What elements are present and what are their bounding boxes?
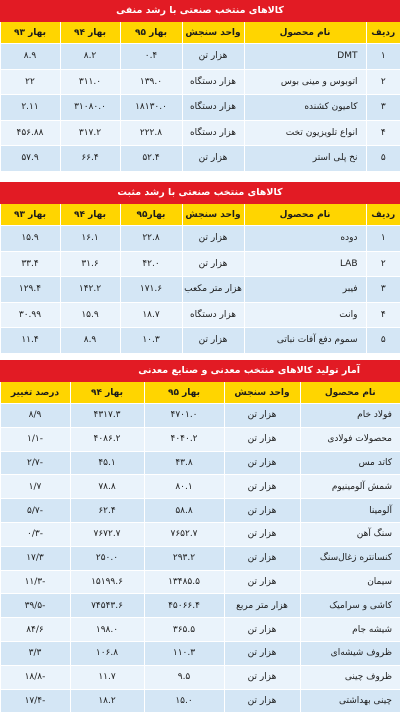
table-cell: ۱۹۸.۰ bbox=[70, 618, 144, 642]
table-cell: شیشه جام bbox=[300, 618, 400, 642]
table-row bbox=[0, 689, 400, 712]
table-cell: ۳۱۱.۰ bbox=[60, 69, 120, 95]
table-row bbox=[0, 475, 400, 499]
negative-growth-table bbox=[0, 22, 400, 171]
table-header-row bbox=[0, 22, 400, 44]
table-cell: ۱۸.۲ bbox=[70, 689, 144, 712]
table-cell: ۸.۹ bbox=[0, 44, 60, 70]
table-cell: هزار تن bbox=[182, 146, 244, 171]
table-row bbox=[0, 328, 400, 353]
table-cell: ظروف چینی bbox=[300, 665, 400, 689]
table-cell: هزار تن bbox=[224, 689, 300, 712]
positive-growth-table bbox=[0, 204, 400, 353]
table-row bbox=[0, 404, 400, 428]
table-row bbox=[0, 226, 400, 252]
table-cell: ۱۸.۷ bbox=[120, 302, 182, 328]
table-cell: هزار تن bbox=[224, 641, 300, 665]
table-cell: سنگ آهن bbox=[300, 522, 400, 546]
table-cell: ۶۶.۴ bbox=[60, 146, 120, 171]
column-header: بهار ۹۳ bbox=[0, 204, 60, 226]
table-cell: هزار تن bbox=[224, 499, 300, 523]
positive-growth-section bbox=[0, 182, 400, 353]
negative-growth-title: کالاهای منتخب صنعتی با رشد منفی bbox=[0, 0, 400, 22]
table-cell: دوده bbox=[244, 226, 366, 252]
table-cell: اتوبوس و مینی بوس bbox=[244, 69, 366, 95]
table-row bbox=[0, 499, 400, 523]
table-cell: ۱۵.۹ bbox=[60, 302, 120, 328]
table-cell: انواع تلویزیون تخت bbox=[244, 120, 366, 146]
table-cell: هزار تن bbox=[182, 226, 244, 252]
table-cell: ۵۲.۴ bbox=[120, 146, 182, 171]
table-cell: هزار تن bbox=[224, 427, 300, 451]
table-cell: ۱۶.۱ bbox=[60, 226, 120, 252]
table-row bbox=[0, 427, 400, 451]
table-row bbox=[0, 570, 400, 594]
column-header: واحد سنجش bbox=[182, 204, 244, 226]
table-cell: ۴۳۱۷.۳ bbox=[70, 404, 144, 428]
positive-growth-title: کالاهای منتخب صنعتی با رشد مثبت bbox=[0, 182, 400, 204]
table-cell: ۲۲ bbox=[0, 69, 60, 95]
table-cell: ۸۴/۶ bbox=[0, 618, 70, 642]
column-header: بهار ۹۴ bbox=[60, 204, 120, 226]
table-cell: سیمان bbox=[300, 570, 400, 594]
table-row bbox=[0, 277, 400, 303]
table-row bbox=[0, 451, 400, 475]
column-header: ردیف bbox=[366, 204, 400, 226]
table-cell: DMT bbox=[244, 44, 366, 70]
table-cell: ۱۳۴۸۵.۵ bbox=[144, 570, 224, 594]
column-header: واحد سنجش bbox=[182, 22, 244, 44]
table-cell: ۲۲.۸ bbox=[120, 226, 182, 252]
table-cell: ۴۵۶.۸۸ bbox=[0, 120, 60, 146]
column-header: بهار ۹۵ bbox=[144, 382, 224, 404]
table-cell: هزار تن bbox=[224, 522, 300, 546]
table-cell: کاتد مس bbox=[300, 451, 400, 475]
table-cell: -۱۸/۸ bbox=[0, 665, 70, 689]
table-cell: ۲ bbox=[366, 251, 400, 277]
table-cell: ۱۰۶.۸ bbox=[70, 641, 144, 665]
table-header-row bbox=[0, 204, 400, 226]
table-row bbox=[0, 618, 400, 642]
table-cell: هزار متر مربع bbox=[224, 594, 300, 618]
table-cell: ۷۶۷۲.۷ bbox=[70, 522, 144, 546]
table-cell: کنسانتره زغال‌سنگ bbox=[300, 546, 400, 570]
table-cell: هزار تن bbox=[182, 44, 244, 70]
table-cell: ۲ bbox=[366, 69, 400, 95]
table-cell: ۰.۴ bbox=[120, 44, 182, 70]
table-cell: ۱ bbox=[366, 226, 400, 252]
table-cell: ۵ bbox=[366, 328, 400, 353]
table-cell: فیبر bbox=[244, 277, 366, 303]
table-cell: ۸.۹ bbox=[60, 328, 120, 353]
table-cell: آلومینا bbox=[300, 499, 400, 523]
table-cell: ۱۰.۳ bbox=[120, 328, 182, 353]
table-cell: کامیون کشنده bbox=[244, 95, 366, 121]
table-cell: ۲۹۳.۲ bbox=[144, 546, 224, 570]
table-cell: LAB bbox=[244, 251, 366, 277]
table-cell: ۴ bbox=[366, 302, 400, 328]
table-cell: ۳۶۵.۵ bbox=[144, 618, 224, 642]
table-cell: -۵/۷ bbox=[0, 499, 70, 523]
table-row bbox=[0, 120, 400, 146]
table-cell: ۴۰۸۶.۲ bbox=[70, 427, 144, 451]
table-cell: وانت bbox=[244, 302, 366, 328]
table-cell: هزار تن bbox=[224, 546, 300, 570]
table-cell: هزار تن bbox=[224, 475, 300, 499]
table-cell: ۳۳.۴ bbox=[0, 251, 60, 277]
table-cell: ۱۵۱۹۹.۶ bbox=[70, 570, 144, 594]
table-cell: ۱۷/۳ bbox=[0, 546, 70, 570]
table-cell: هزار دستگاه bbox=[182, 120, 244, 146]
table-cell: ۳۰.۹۹ bbox=[0, 302, 60, 328]
table-cell: هزار دستگاه bbox=[182, 302, 244, 328]
table-cell: ۳۱.۶ bbox=[60, 251, 120, 277]
table-cell: ۱/۷ bbox=[0, 475, 70, 499]
table-cell: ۴۵۰۶۶.۴ bbox=[144, 594, 224, 618]
table-cell: محصولات فولادی bbox=[300, 427, 400, 451]
table-cell: ۵ bbox=[366, 146, 400, 171]
column-header: نام محصول bbox=[300, 382, 400, 404]
table-cell: هزار تن bbox=[182, 328, 244, 353]
table-cell: ۱۱۰.۳ bbox=[144, 641, 224, 665]
table-cell: ۱ bbox=[366, 44, 400, 70]
column-header: بهار ۹۴ bbox=[60, 22, 120, 44]
table-cell: -۲/۷ bbox=[0, 451, 70, 475]
column-header: بهار ۹۵ bbox=[120, 22, 182, 44]
table-cell: ۵۸.۸ bbox=[144, 499, 224, 523]
table-cell: هزار تن bbox=[224, 570, 300, 594]
table-cell: ۱۵.۰ bbox=[144, 689, 224, 712]
table-row bbox=[0, 641, 400, 665]
table-cell: ۷۸.۸ bbox=[70, 475, 144, 499]
table-cell: ۳ bbox=[366, 277, 400, 303]
mineral-production-title: آمار تولید کالاهای منتخب معدنی و صنایع معدنی bbox=[0, 360, 400, 382]
table-cell: ظروف شیشه‌ای bbox=[300, 641, 400, 665]
table-cell: ۴۳.۸ bbox=[144, 451, 224, 475]
table-row bbox=[0, 665, 400, 689]
table-cell: ۱۵.۹ bbox=[0, 226, 60, 252]
table-cell: ۱۲۹.۴ bbox=[0, 277, 60, 303]
column-header: نام محصول bbox=[244, 22, 366, 44]
table-cell: ۲.۱۱ bbox=[0, 95, 60, 121]
mineral-production-table bbox=[0, 382, 400, 712]
table-cell: ۳ bbox=[366, 95, 400, 121]
table-cell: ۴ bbox=[366, 120, 400, 146]
table-cell: هزار تن bbox=[224, 451, 300, 475]
table-cell: هزار متر مکعب bbox=[182, 277, 244, 303]
table-cell: ۳۱۷.۲ bbox=[60, 120, 120, 146]
table-row bbox=[0, 522, 400, 546]
table-cell: هزار دستگاه bbox=[182, 69, 244, 95]
table-cell: ۱۷۱.۶ bbox=[120, 277, 182, 303]
table-cell: ۴۰۴۰.۲ bbox=[144, 427, 224, 451]
table-row bbox=[0, 146, 400, 171]
table-cell: ۱۱.۴ bbox=[0, 328, 60, 353]
table-row bbox=[0, 302, 400, 328]
table-cell: -۱/۱ bbox=[0, 427, 70, 451]
table-cell: ۴۷۰۱.۰ bbox=[144, 404, 224, 428]
table-cell: ۸.۲ bbox=[60, 44, 120, 70]
table-cell: چینی بهداشتی bbox=[300, 689, 400, 712]
table-header-row bbox=[0, 382, 400, 404]
table-cell: هزار تن bbox=[224, 404, 300, 428]
table-cell: ۸/۹ bbox=[0, 404, 70, 428]
table-cell: ۱۴۲.۲ bbox=[60, 277, 120, 303]
table-cell: فولاد خام bbox=[300, 404, 400, 428]
column-header: بهار ۹۳ bbox=[0, 22, 60, 44]
negative-growth-section bbox=[0, 0, 400, 171]
table-cell: -۱۱/۳ bbox=[0, 570, 70, 594]
table-cell: هزار تن bbox=[182, 251, 244, 277]
table-cell: ۲۲۲.۸ bbox=[120, 120, 182, 146]
table-row bbox=[0, 95, 400, 121]
table-cell: ۱۳۹.۰ bbox=[120, 69, 182, 95]
table-cell: -۱۷/۴ bbox=[0, 689, 70, 712]
table-cell: هزار دستگاه bbox=[182, 95, 244, 121]
table-cell: ۵۷.۹ bbox=[0, 146, 60, 171]
table-cell: ۱۸۱۳۰.۰ bbox=[120, 95, 182, 121]
mineral-production-section bbox=[0, 360, 400, 712]
table-cell: هزار تن bbox=[224, 665, 300, 689]
table-cell: کاشی و سرامیک bbox=[300, 594, 400, 618]
table-cell: ۷۴۵۴۳.۶ bbox=[70, 594, 144, 618]
column-header: بهار ۹۴ bbox=[70, 382, 144, 404]
table-cell: ۸۰.۱ bbox=[144, 475, 224, 499]
table-cell: ۹.۵ bbox=[144, 665, 224, 689]
table-cell: ۳/۳ bbox=[0, 641, 70, 665]
table-row bbox=[0, 594, 400, 618]
table-cell: هزار تن bbox=[224, 618, 300, 642]
column-header: واحد سنجش bbox=[224, 382, 300, 404]
column-header: نام محصول bbox=[244, 204, 366, 226]
table-cell: ۷۶۵۲.۷ bbox=[144, 522, 224, 546]
table-cell: سموم دفع آفات نباتی bbox=[244, 328, 366, 353]
table-row bbox=[0, 546, 400, 570]
table-row bbox=[0, 69, 400, 95]
table-cell: شمش آلومینیوم bbox=[300, 475, 400, 499]
table-cell: ۱۱.۷ bbox=[70, 665, 144, 689]
table-cell: -۰/۳ bbox=[0, 522, 70, 546]
table-cell: -۳۹/۵ bbox=[0, 594, 70, 618]
column-header: بهار۹۵ bbox=[120, 204, 182, 226]
table-cell: نخ پلی استر bbox=[244, 146, 366, 171]
table-row bbox=[0, 251, 400, 277]
table-cell: ۴۲.۰ bbox=[120, 251, 182, 277]
column-header: ردیف bbox=[366, 22, 400, 44]
column-header: درصد تغییر bbox=[0, 382, 70, 404]
table-cell: ۶۲.۴ bbox=[70, 499, 144, 523]
table-cell: ۴۵.۱ bbox=[70, 451, 144, 475]
table-row bbox=[0, 44, 400, 70]
table-cell: ۲۵۰.۰ bbox=[70, 546, 144, 570]
table-cell: ۳۱۰۸۰.۰ bbox=[60, 95, 120, 121]
